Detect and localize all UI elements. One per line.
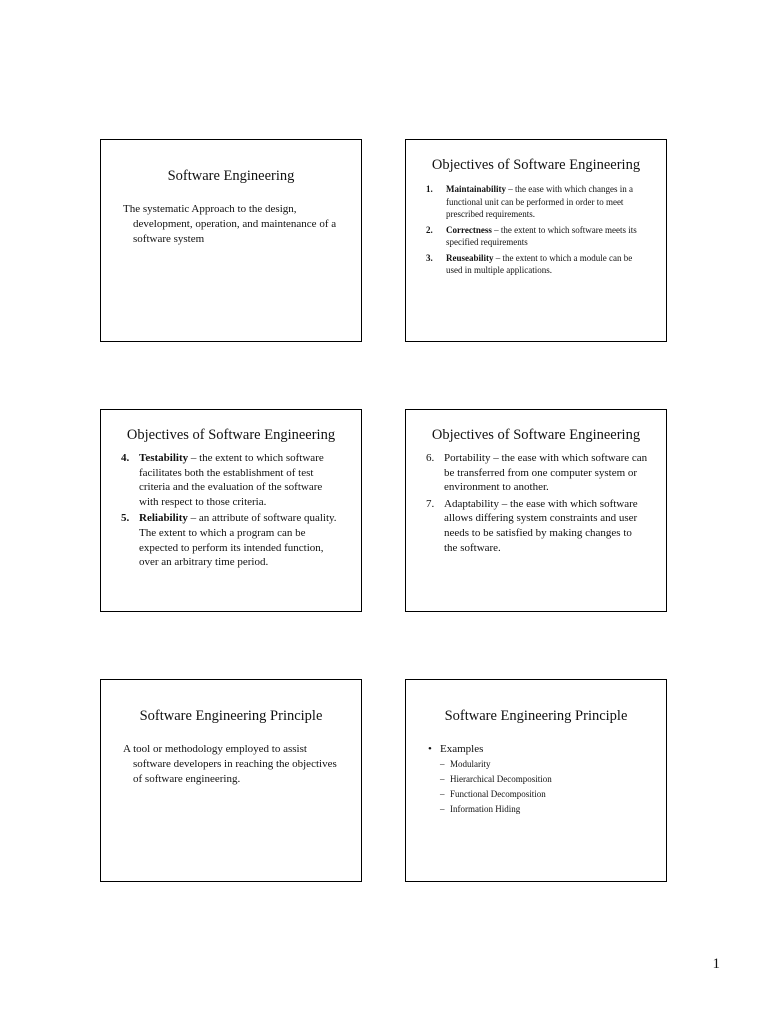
item-text — [446, 252, 648, 277]
item-term: Reuseability — [446, 252, 494, 263]
sub-item — [440, 802, 652, 817]
item-text: Portability – the ease with which software can be transferred from one computer system or environment to another. — [444, 452, 648, 494]
objectives-list — [426, 451, 648, 555]
slide-title: Objectives of Software Engineering — [431, 427, 641, 443]
slide-principle-definition — [100, 679, 362, 882]
sub-item-text: Information Hiding — [450, 804, 521, 814]
bullet-text: Examples — [440, 743, 484, 755]
slide-principle-examples — [405, 679, 667, 882]
slide-software-engineering — [100, 139, 362, 342]
sub-item — [440, 772, 652, 787]
dash-marker: – — [440, 759, 445, 769]
examples-list — [428, 742, 652, 817]
item-text — [139, 511, 343, 569]
slide-body-text: A tool or methodology employed to assist software developers in reaching the objectives of software engineering. — [123, 743, 337, 785]
list-item — [426, 252, 648, 277]
list-item — [426, 224, 648, 249]
item-desc: – the extent to which a module can be used in multiple applications. — [446, 252, 633, 275]
list-item — [426, 183, 648, 221]
item-number: 1. — [426, 184, 433, 194]
bullet-item — [428, 742, 652, 757]
item-term: Maintainability — [446, 184, 507, 194]
dash-marker: – — [440, 789, 445, 799]
dash-marker: – — [440, 774, 445, 784]
list-item — [426, 497, 648, 555]
item-text: Adaptability – the ease with which software allows differing system constraints and user needs to be satisfied by making changes to the software. — [444, 497, 638, 554]
slide-objectives-3 — [405, 409, 667, 612]
sub-list — [440, 757, 652, 817]
item-number: 4. — [121, 452, 130, 464]
item-text — [446, 183, 648, 221]
item-term: Testability — [139, 452, 189, 464]
item-desc: – the extent to which software facilitates both the establishment of test criteria and the evaluation of the software with respect to those criteria. — [139, 452, 324, 508]
objectives-list — [121, 451, 343, 570]
item-text — [139, 451, 343, 509]
item-number: 2. — [426, 224, 433, 235]
item-number: 7. — [426, 497, 435, 510]
dash-marker: – — [440, 804, 445, 814]
sub-item — [440, 757, 652, 772]
item-text — [446, 224, 648, 249]
slide-objectives-2 — [100, 409, 362, 612]
objectives-list — [426, 183, 648, 277]
slide-title: Objectives of Software Engineering — [126, 427, 336, 443]
list-item — [121, 451, 343, 509]
item-term: Reliability — [139, 512, 188, 525]
item-number: 6. — [426, 452, 435, 464]
sub-item-text: Hierarchical Decomposition — [450, 774, 552, 784]
item-number: 3. — [426, 252, 433, 263]
list-item — [121, 511, 343, 569]
sub-item — [440, 787, 652, 802]
page-number: 1 — [712, 956, 720, 972]
bullet-marker: • — [428, 743, 432, 755]
item-term: Correctness — [446, 224, 492, 235]
slide-title: Software Engineering Principle — [444, 708, 628, 724]
slide-title: Software Engineering — [167, 168, 295, 184]
sub-item-text: Functional Decomposition — [450, 789, 546, 799]
slide-title: Objectives of Software Engineering — [431, 157, 641, 173]
slide-title: Software Engineering Principle — [139, 708, 323, 724]
slide-body-text: The systematic Approach to the design, development, operation, and maintenance of a software system — [123, 203, 337, 245]
slide-objectives-1 — [405, 139, 667, 342]
list-item — [426, 451, 648, 495]
sub-item-text: Modularity — [450, 759, 491, 769]
item-desc: – the ease with which changes in a functional unit can be performed in order to meet prescribed requirements. — [446, 184, 633, 219]
item-desc: – the extent to which software meets its specified requirements — [446, 224, 637, 247]
item-number: 5. — [121, 512, 130, 525]
item-desc: – an attribute of software quality. The extent to which a program can be expected to perform its intended function, over an arbitrary time period. — [139, 512, 337, 569]
